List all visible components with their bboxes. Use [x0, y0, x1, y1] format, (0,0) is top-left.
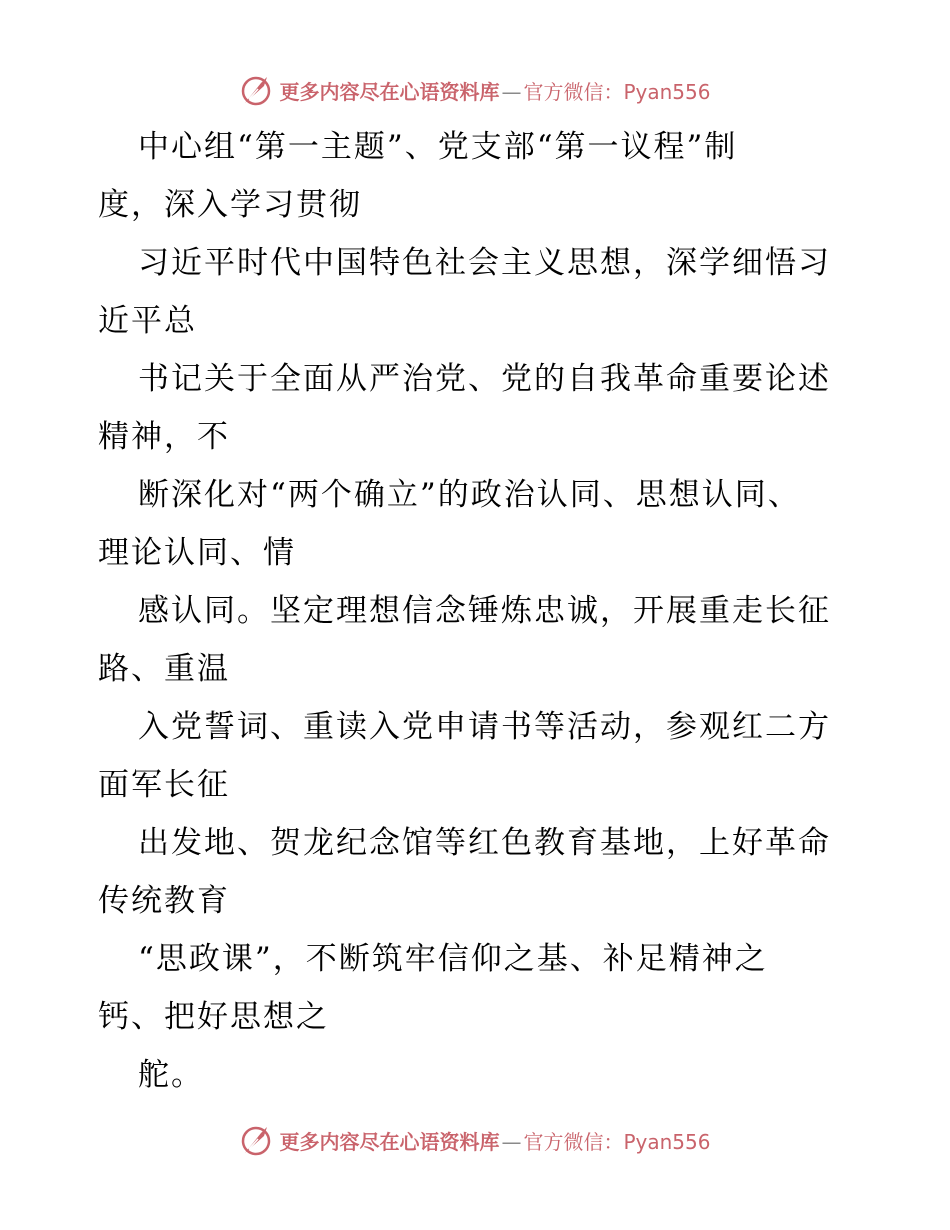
- body-line-2: 度，深入学习贯彻: [98, 187, 362, 223]
- body-line-7: 断深化对“两个确立”的政治认同、思想认同、: [138, 477, 801, 513]
- header-banner-inner: [239, 73, 710, 107]
- header-banner-separator: —: [501, 79, 522, 104]
- body-line-5: 书记关于全面从严治党、党的自我革命重要论述: [138, 361, 831, 397]
- body-line-1: 中心组“第一主题”、党支部“第一议程”制: [138, 129, 738, 165]
- footer-banner: [0, 1120, 950, 1160]
- quill-pen-logo-icon: [239, 1123, 273, 1157]
- body-line-14: 传统教育: [98, 883, 230, 919]
- footer-banner-name: 更多内容尽在心语资料库: [279, 1129, 500, 1154]
- header-banner-text: [279, 76, 710, 105]
- body-line-6: 精神，不: [98, 419, 230, 455]
- body-line-8: 理论认同、情: [98, 535, 296, 571]
- body-line-4: 近平总: [98, 303, 197, 339]
- body-line-12: 面军长征: [98, 767, 230, 803]
- quill-pen-logo-icon: [239, 73, 273, 107]
- body-line-15: “思政课”，不断筑牢信仰之基、补足精神之: [138, 941, 768, 977]
- footer-banner-separator: —: [501, 1129, 522, 1154]
- footer-banner-text: [279, 1126, 710, 1155]
- body-line-13: 出发地、贺龙纪念馆等红色教育基地，上好革命: [138, 825, 831, 861]
- body-line-9: 感认同。坚定理想信念锤炼忠诚，开展重走长征: [138, 593, 831, 629]
- header-banner-wechat: 官方微信：Pyan556: [523, 79, 711, 104]
- body-line-3: 习近平时代中国特色社会主义思想，深学细悟习: [138, 245, 831, 281]
- header-banner: [0, 70, 950, 110]
- body-line-11: 入党誓词、重读入党申请书等活动，参观红二方: [138, 709, 831, 745]
- footer-banner-wechat: 官方微信：Pyan556: [523, 1129, 711, 1154]
- body-line-16: 钙、把好思想之: [98, 999, 329, 1035]
- body-line-17: 舵。: [138, 1057, 204, 1093]
- document-body: [0, 118, 950, 1104]
- header-banner-name: 更多内容尽在心语资料库: [279, 79, 500, 104]
- body-line-10: 路、重温: [98, 651, 230, 687]
- footer-banner-inner: [239, 1123, 710, 1157]
